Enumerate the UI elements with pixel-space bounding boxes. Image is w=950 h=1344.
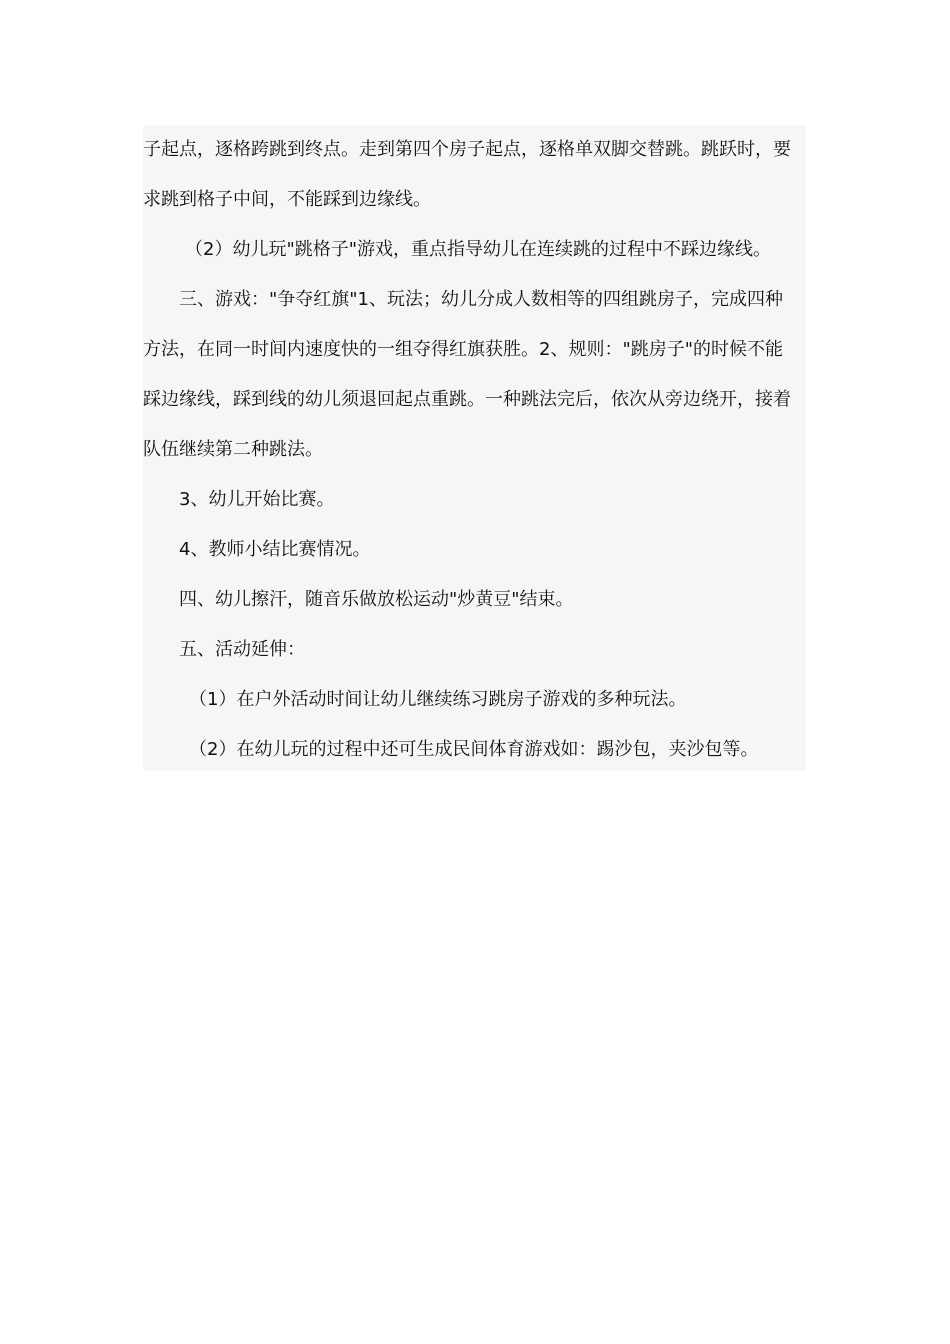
paragraph-line: 四、幼儿擦汗，随音乐做放松运动"炒黄豆"结束。 (179, 589, 574, 610)
paragraph-line: 五、活动延伸： (179, 639, 305, 660)
paragraph-line: 队伍继续第二种跳法。 (143, 439, 323, 460)
paragraph-line: 子起点，逐格跨跳到终点。走到第四个房子起点，逐格单双脚交替跳。跳跃时，要 (143, 139, 791, 160)
paragraph-line: （2）幼儿玩"跳格子"游戏，重点指导幼儿在连续跳的过程中不踩边缘线。 (185, 239, 772, 260)
paragraph-line: （2）在幼儿玩的过程中还可生成民间体育游戏如：踢沙包，夹沙包等。 (189, 739, 759, 760)
document-text-block (143, 125, 806, 771)
paragraph-line: 踩边缘线，踩到线的幼儿须退回起点重跳。一种跳法完后，依次从旁边绕开，接着 (143, 389, 791, 410)
paragraph-line: 4、教师小结比赛情况。 (179, 539, 371, 560)
paragraph-line: 三、游戏："争夺红旗"1、玩法；幼儿分成人数相等的四组跳房子，完成四种 (179, 289, 784, 310)
paragraph-line: （1）在户外活动时间让幼儿继续练习跳房子游戏的多种玩法。 (189, 689, 687, 710)
paragraph-line: 求跳到格子中间，不能踩到边缘线。 (143, 189, 431, 210)
paragraph-line: 3、幼儿开始比赛。 (179, 489, 335, 510)
paragraph-line: 方法，在同一时间内速度快的一组夺得红旗获胜。2、规则："跳房子"的时候不能 (143, 339, 784, 360)
